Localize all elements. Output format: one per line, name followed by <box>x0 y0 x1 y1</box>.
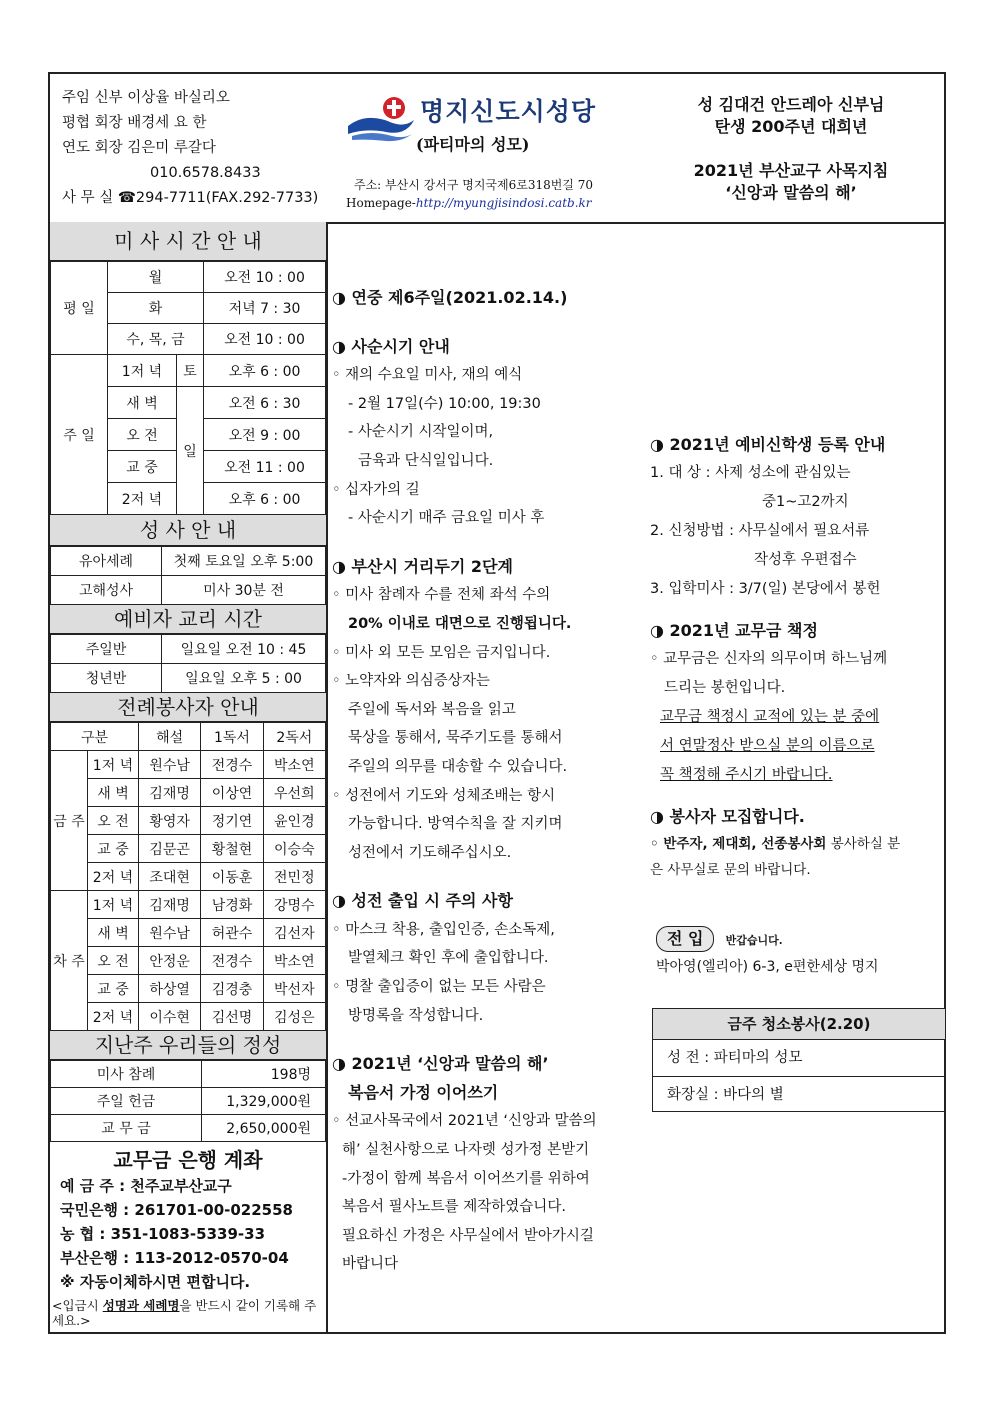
servers-table <box>50 722 326 1031</box>
notice-line: 묵상을 통해서, 묵주기도를 통해서 <box>348 730 563 747</box>
sacrament-title: 성 사 안 내 <box>50 515 326 546</box>
jubilee-line1: 성 김대건 안드레아 신부님 <box>697 95 885 114</box>
server-cell: 김재명 <box>139 891 201 919</box>
mass-time: 오전 10 : 00 <box>204 324 326 355</box>
notice-line: - 2월 17일(수) 10:00, 19:30 <box>348 395 541 412</box>
notice-line: 필요하신 가정은 사무실에서 받아가시길 <box>342 1227 594 1244</box>
guideline-line1: 2021년 부산교구 사목지침 <box>693 161 889 180</box>
church-address: 주소: 부산시 강서구 명지국제6로318번길 70 <box>354 178 593 192</box>
servers-header: 구분 <box>51 723 139 751</box>
mass-time: 오후 6 : 00 <box>204 483 326 515</box>
mass-day: 월 <box>108 262 204 293</box>
middle-column <box>332 284 642 1279</box>
server-cell: 박소연 <box>263 947 325 975</box>
header <box>50 74 944 224</box>
section-heading: ◑ 2021년 교무금 책정 <box>650 621 818 640</box>
notice-line: 해’ 실천사항으로 나자렛 성가정 본받기 <box>342 1142 590 1159</box>
mass-day: 일 <box>177 387 204 515</box>
notice-line: 3. 입학미사 : 3/7(일) 본당에서 봉헌 <box>650 581 881 597</box>
notice-line: 가능합니다. 방역수칙을 잘 지키며 <box>348 816 563 833</box>
server-cell: 강명수 <box>263 891 325 919</box>
note-text: <입금시 <box>52 1298 103 1313</box>
notice-line: -가정이 함께 복음서 이어쓰기를 위하여 <box>342 1170 590 1187</box>
server-cell: 우선희 <box>263 779 325 807</box>
offering-value: 1,329,000원 <box>202 1088 326 1115</box>
homepage <box>346 196 592 210</box>
notice-emphasis: ◦ 반주자, 제대회, 선종봉사회 <box>650 836 827 852</box>
server-cell: 원수남 <box>139 919 201 947</box>
offering-name: 미사 참례 <box>51 1061 202 1088</box>
server-cell: 원수남 <box>139 751 201 779</box>
council-line: 평협 회장 배경세 요 한 <box>62 115 207 131</box>
section-heading: 복음서 가정 이어쓰기 <box>348 1082 499 1102</box>
notice-line: 드리는 봉헌입니다. <box>664 680 786 696</box>
sacrament-table <box>50 546 326 605</box>
server-cell: 김선명 <box>201 1003 263 1031</box>
server-cell: 이수현 <box>139 1003 201 1031</box>
catechism-title: 예비자 교리 시간 <box>50 605 326 634</box>
cleaning-row: 성 전 : 파티마의 성모 <box>653 1040 945 1077</box>
catechism-table <box>50 634 326 693</box>
mass-time: 오전 10 : 00 <box>204 262 326 293</box>
offering-name: 교 무 금 <box>51 1115 202 1142</box>
notice-line: 은 사무실로 문의 바랍니다. <box>650 862 811 878</box>
bank-accounts <box>50 1142 326 1294</box>
servers-header: 2독서 <box>263 723 325 751</box>
notice-line: ◦ 미사 참례자 수를 전체 좌석 수의 <box>332 587 551 604</box>
notice-line: ◦ 재의 수요일 미사, 재의 예식 <box>332 367 523 384</box>
notice-line: 20% 이내로 대면으로 진행됩니다. <box>348 615 572 632</box>
servers-header: 1독서 <box>201 723 263 751</box>
cleaning-box <box>652 1008 946 1112</box>
welcome-calligraphy: 반갑습니다. <box>725 934 783 947</box>
notice-line: 작성후 우편접수 <box>754 552 857 568</box>
server-slot: 1저 녁 <box>88 751 139 779</box>
catechism-time: 일요일 오후 5 : 00 <box>162 664 326 693</box>
deposit-note <box>52 1298 326 1328</box>
pastor-line: 주임 신부 이상율 바실리오 <box>62 90 230 106</box>
servers-title: 전례봉사자 안내 <box>50 693 326 722</box>
notice-text: 봉사하실 분 <box>826 836 901 852</box>
section-heading: ◑ 성전 출입 시 주의 사항 <box>332 891 513 911</box>
guideline-line2: ‘신앙과 말씀의 해’ <box>725 183 857 202</box>
notice-line: ◦ 선교사목국에서 2021년 ‘신앙과 말씀의 <box>332 1113 597 1130</box>
this-week-label: 금 주 <box>51 751 88 891</box>
server-slot: 오 전 <box>88 807 139 835</box>
offering-name: 주일 헌금 <box>51 1088 202 1115</box>
welcome-section <box>656 926 879 976</box>
notice-line: 1. 대 상 : 사제 성소에 관심있는 <box>650 465 851 481</box>
notice-line: ◦ 미사 외 모든 모임은 금지입니다. <box>332 644 551 661</box>
bank-line: ※ 자동이체하시면 편합니다. <box>60 1273 251 1291</box>
mass-day: 수, 목, 금 <box>108 324 204 355</box>
sunday-label: 주 일 <box>51 355 108 515</box>
server-slot: 2저 녁 <box>88 1003 139 1031</box>
mass-time: 저녁 7 : 30 <box>204 293 326 324</box>
weekday-label: 평 일 <box>51 262 108 355</box>
notice-line <box>650 831 946 857</box>
notice-line: 중1~고2까지 <box>762 494 849 510</box>
section-heading: ◑ 봉사자 모집합니다. <box>650 807 805 826</box>
church-subtitle: (파티마의 성모) <box>416 135 530 154</box>
server-cell: 황철현 <box>201 835 263 863</box>
server-slot: 오 전 <box>88 947 139 975</box>
notice-line: ◦ 마스크 착용, 출입인증, 손소독제, <box>332 921 555 938</box>
welcome-badge: 전 입 <box>656 926 714 952</box>
notice-line: - 사순시기 시작일이며, <box>348 424 494 441</box>
section-heading: ◑ 부산시 거리두기 2단계 <box>332 556 513 576</box>
sacrament-time: 미사 30분 전 <box>162 576 326 605</box>
notice-line: 바랍니다 <box>342 1256 399 1273</box>
left-column <box>50 222 328 1332</box>
next-week-label: 차 주 <box>51 891 88 1031</box>
server-cell: 윤인경 <box>263 807 325 835</box>
bank-line: 예 금 주 : 천주교부산교구 <box>60 1177 232 1195</box>
notice-line: 꼭 책정해 주시기 바랍니다. <box>660 767 833 783</box>
mass-name: 오 전 <box>108 419 177 451</box>
server-cell: 박소연 <box>263 751 325 779</box>
notice-line: ◦ 교무금은 신자의 의무이며 하느님께 <box>650 651 888 667</box>
section-heading: ◑ 2021년 예비신학생 등록 안내 <box>650 435 886 454</box>
cleaning-title: 금주 청소봉사(2.20) <box>653 1009 945 1040</box>
notice-line: 방명록을 작성합니다. <box>348 1007 484 1024</box>
notice-line: ◦ 성전에서 기도와 성체조배는 항시 <box>332 787 556 804</box>
bank-line: 국민은행 : 261701-00-022558 <box>60 1201 293 1219</box>
church-logo-block <box>346 88 646 218</box>
server-slot: 1저 녁 <box>88 891 139 919</box>
server-cell: 남경화 <box>201 891 263 919</box>
server-cell: 이승숙 <box>263 835 325 863</box>
server-slot: 새 벽 <box>88 779 139 807</box>
notice-line: - 사순시기 매주 금요일 미사 후 <box>348 510 545 527</box>
federation-line: 연도 회장 김은미 루갈다 <box>62 140 216 156</box>
offering-value: 198명 <box>202 1061 326 1088</box>
server-cell: 김선자 <box>263 919 325 947</box>
mass-title: 미 사 시 간 안 내 <box>50 222 326 261</box>
note-emphasis: 성명과 세례명 <box>102 1298 180 1313</box>
catechism-time: 일요일 오전 10 : 45 <box>162 635 326 664</box>
church-name: 명지신도시성당 <box>420 97 597 126</box>
server-slot: 교 중 <box>88 975 139 1003</box>
note-text: 을 반드시 같이 기록해 주세요.> <box>52 1298 317 1328</box>
server-cell: 김문곤 <box>139 835 201 863</box>
offering-table <box>50 1060 326 1142</box>
servers-header: 해설 <box>139 723 201 751</box>
server-cell: 황영자 <box>139 807 201 835</box>
server-cell: 전경수 <box>201 947 263 975</box>
mass-table <box>50 261 326 515</box>
jubilee-line2: 탄생 200주년 대희년 <box>714 117 868 136</box>
bank-title: 교무금 은행 계좌 <box>113 1148 263 1172</box>
server-cell: 허관수 <box>201 919 263 947</box>
notice-line: ◦ 십자가의 길 <box>332 481 420 498</box>
bank-line: 농 협 : 351-1083-5339-33 <box>60 1225 266 1243</box>
server-cell: 정기연 <box>201 807 263 835</box>
notice-line: 서 연말정산 받으실 분의 이름으로 <box>660 738 875 754</box>
server-cell: 하상열 <box>139 975 201 1003</box>
notice-line: ◦ 노약자와 의심증상자는 <box>332 673 490 690</box>
sacrament-name: 고해성사 <box>51 576 162 605</box>
server-cell: 이동훈 <box>201 863 263 891</box>
catechism-name: 주일반 <box>51 635 162 664</box>
server-cell: 김성은 <box>263 1003 325 1031</box>
server-cell: 김경충 <box>201 975 263 1003</box>
mass-time: 오후 6 : 00 <box>204 355 326 387</box>
mass-name: 2저 녁 <box>108 483 177 515</box>
sacrament-name: 유아세례 <box>51 547 162 576</box>
mass-time: 오전 11 : 00 <box>204 451 326 483</box>
church-logo-icon <box>346 94 416 142</box>
server-cell: 박선자 <box>263 975 325 1003</box>
server-cell: 조대현 <box>139 863 201 891</box>
section-heading: ◑ 2021년 ‘신앙과 말씀의 해’ <box>332 1054 549 1074</box>
notice-line: 복음서 필사노트를 제작하였습니다. <box>342 1199 566 1216</box>
notice-line: 발열체크 확인 후에 출입합니다. <box>348 950 549 967</box>
mass-time: 오전 9 : 00 <box>204 419 326 451</box>
sacrament-time: 첫째 토요일 오후 5:00 <box>162 547 326 576</box>
cleaning-row: 화장실 : 바다의 별 <box>667 1087 784 1103</box>
catechism-name: 청년반 <box>51 664 162 693</box>
section-heading: ◑ 사순시기 안내 <box>332 336 450 356</box>
offering-title: 지난주 우리들의 정성 <box>50 1031 326 1060</box>
staff-info <box>62 86 318 211</box>
notice-line: ◦ 명찰 출입증이 없는 모든 사람은 <box>332 979 546 996</box>
notice-line: 금육과 단식일입니다. <box>358 452 494 469</box>
mass-time: 오전 6 : 30 <box>204 387 326 419</box>
server-cell: 이상연 <box>201 779 263 807</box>
homepage-link[interactable]: http://myungjisindosi.catb.kr <box>415 196 592 210</box>
mass-name: 새 벽 <box>108 387 177 419</box>
notice-line: 주일에 독서와 복음을 읽고 <box>348 701 516 718</box>
server-slot: 교 중 <box>88 835 139 863</box>
office-line: 사 무 실 ☎294-7711(FAX.292-7733) <box>62 190 319 206</box>
mass-day: 토 <box>177 355 204 387</box>
mass-day: 화 <box>108 293 204 324</box>
bank-line: 부산은행 : 113-2012-0570-04 <box>60 1249 289 1267</box>
mass-name: 1저 녁 <box>108 355 177 387</box>
notice-line: 성전에서 기도해주십시오. <box>348 844 512 861</box>
right-column <box>650 430 946 883</box>
server-slot: 2저 녁 <box>88 863 139 891</box>
notice-line: 교무금 책정시 교적에 있는 분 중에 <box>660 709 880 725</box>
notice-line: 주일의 의무를 대송할 수 있습니다. <box>348 758 568 775</box>
server-cell: 안정운 <box>139 947 201 975</box>
bulletin-frame <box>48 72 946 1334</box>
server-slot: 새 벽 <box>88 919 139 947</box>
notice-line: 2. 신청방법 : 사무실에서 필요서류 <box>650 523 870 539</box>
server-cell: 전민정 <box>263 863 325 891</box>
welcome-name: 박아영(엘리아) 6-3, e편한세상 명지 <box>656 959 879 975</box>
homepage-label: Homepage- <box>346 196 416 210</box>
server-cell: 전경수 <box>201 751 263 779</box>
mass-name: 교 중 <box>108 451 177 483</box>
header-right <box>656 94 926 204</box>
section-heading: ◑ 연중 제6주일(2021.02.14.) <box>332 288 568 307</box>
server-cell: 김재명 <box>139 779 201 807</box>
offering-value: 2,650,000원 <box>202 1115 326 1142</box>
phone-line: 010.6578.8433 <box>150 165 261 181</box>
